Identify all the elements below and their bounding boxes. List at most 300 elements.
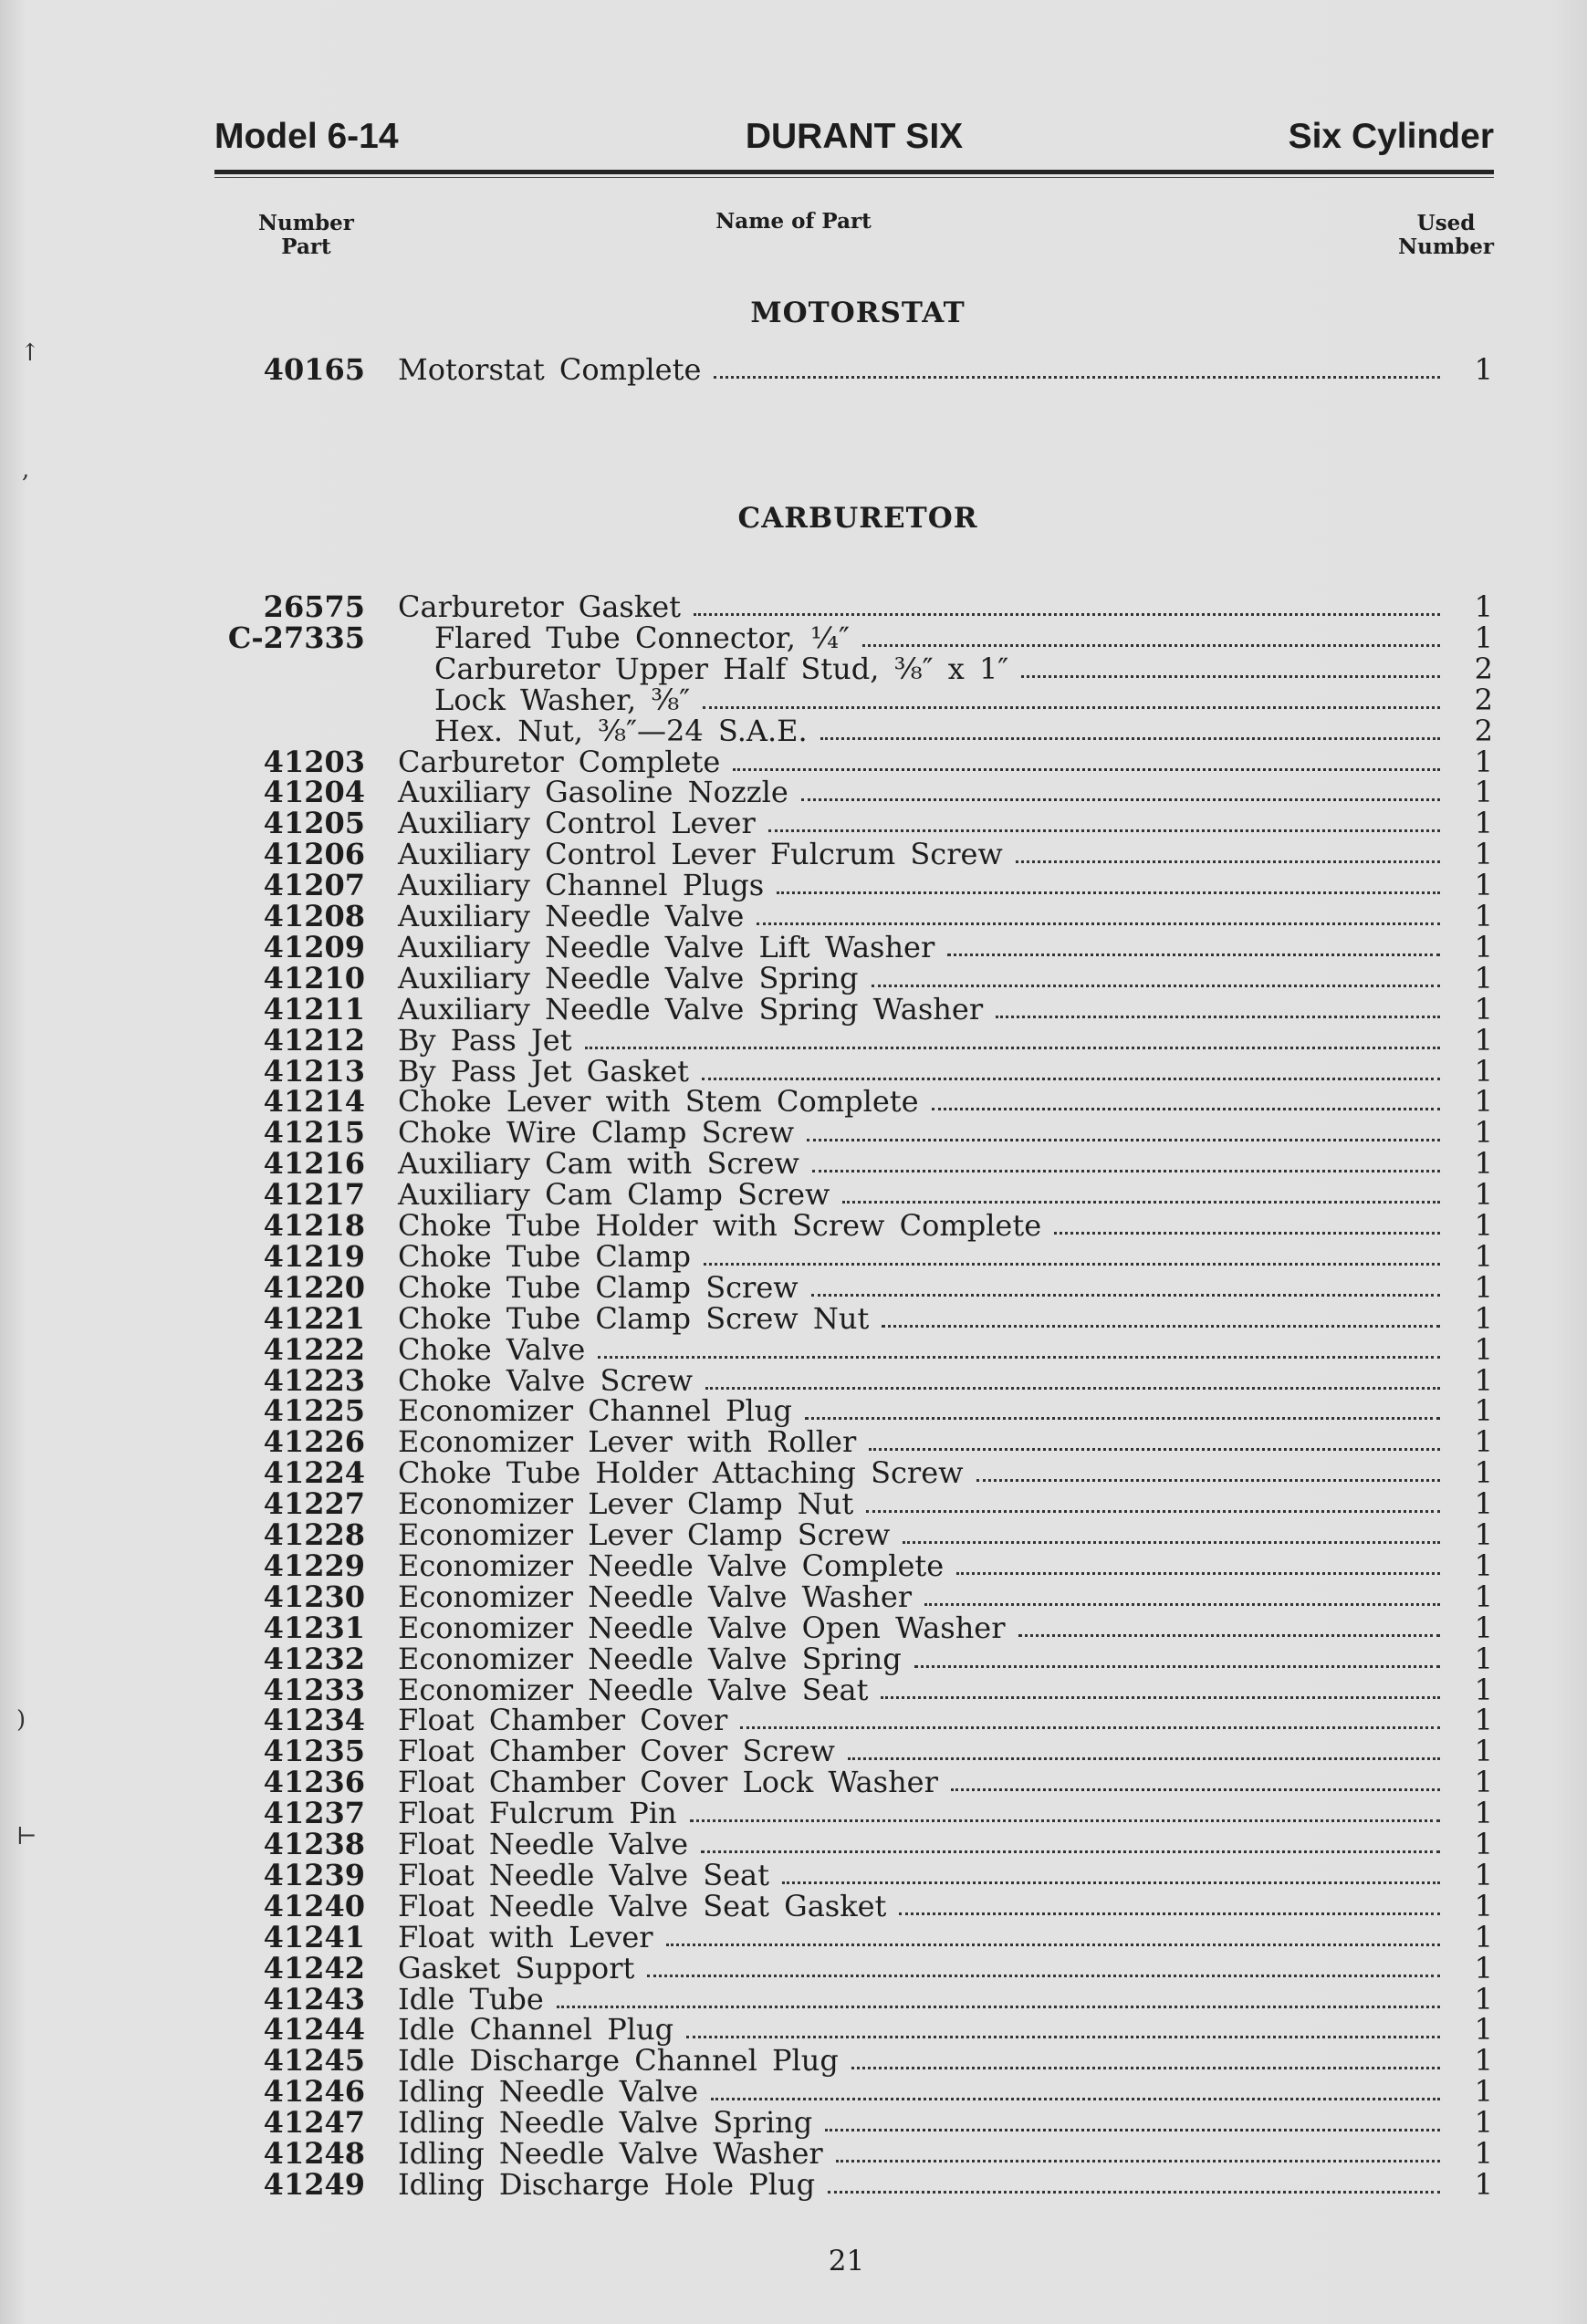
model-label: Model 6-14 [214,117,399,156]
part-name: Float with Lever [398,1919,653,1954]
dot-leader [690,1798,1440,1822]
dot-leader [1021,653,1440,678]
part-description [398,1455,1446,1491]
part-number: 41240 [263,1888,365,1923]
used-quantity: 1 [1474,1053,1493,1089]
part-description [398,1674,1446,1705]
part-row [0,591,1587,622]
used-quantity: 1 [1474,1208,1493,1243]
part-description [398,591,1446,622]
column-header-name: Name of Part [715,209,872,234]
dot-leader [714,354,1440,379]
dot-leader [1018,1612,1440,1637]
part-number: 41223 [263,1362,365,1398]
dot-leader [924,1581,1440,1606]
part-name: Choke Lever with Stem Complete [398,1084,919,1120]
part-row [0,1766,1587,1798]
used-quantity: 1 [1474,1734,1493,1769]
part-number: 41213 [263,1053,365,1089]
margin-mark: ⊢ [16,1823,37,1850]
used-quantity: 1 [1474,1424,1493,1460]
part-description [398,1362,1446,1398]
used-quantity: 1 [1474,1950,1493,1985]
used-quantity: 1 [1474,1393,1493,1429]
part-description [398,1798,1446,1829]
part-row [0,2105,1587,2141]
part-name: Float Chamber Cover Screw [398,1734,835,1769]
used-quantity: 1 [1474,1827,1493,1861]
used-quantity: 1 [1474,1888,1493,1923]
part-description [398,2166,1446,2202]
part-number: 41217 [263,1177,365,1213]
used-quantity: 1 [1474,2012,1493,2048]
part-description [398,354,1446,385]
part-description [398,1053,1446,1089]
part-number: 41230 [263,1579,365,1614]
part-row [0,870,1587,901]
dot-leader [812,1148,1440,1172]
used-quantity: 1 [1474,1579,1493,1614]
part-number: 41238 [263,1827,365,1861]
part-description [398,1643,1446,1674]
part-row [0,1393,1587,1429]
section-heading: MOTORSTAT [750,297,966,329]
dot-leader [848,1735,1440,1760]
header-rule [214,170,1494,174]
part-description [434,622,1446,653]
used-quantity: 1 [1474,1857,1493,1892]
page-title: DURANT SIX [745,117,964,156]
part-name: Carburetor Gasket [398,589,682,624]
dot-leader [1016,839,1440,863]
column-header-text: Used [1416,211,1476,235]
part-row [0,991,1587,1027]
part-row [0,1269,1587,1305]
dot-leader [704,1241,1440,1266]
part-name: Idling Needle Valve Washer [398,2136,823,2171]
part-description [398,1146,1446,1182]
dot-leader [557,1984,1440,2008]
part-number: 26575 [263,589,365,624]
dot-leader [914,1643,1440,1668]
part-name: Auxiliary Control Lever Fulcrum Screw [398,837,1003,872]
part-name: Idling Needle Valve Spring [398,2105,813,2141]
part-description [398,1269,1446,1305]
part-name: Economizer Needle Valve Washer [398,1579,913,1614]
used-quantity: 1 [1474,2105,1493,2141]
part-name: Idling Needle Valve [398,2074,699,2110]
part-description [398,1238,1446,1274]
part-description [398,2138,1446,2169]
used-quantity: 1 [1474,2136,1493,2171]
used-quantity: 1 [1474,1919,1493,1954]
part-row [0,808,1587,839]
dot-leader [1054,1210,1440,1235]
part-row [0,1829,1587,1860]
part-number: 41222 [263,1331,365,1367]
part-row [0,684,1587,715]
part-row [0,1362,1587,1398]
dot-leader [740,1704,1440,1729]
part-number: 41228 [263,1517,365,1552]
part-number: 41232 [263,1641,365,1676]
part-row [0,1981,1587,2017]
part-number: 41205 [263,806,365,841]
part-row [0,1146,1587,1182]
part-row [0,1022,1587,1058]
part-name: Choke Tube Holder Attaching Screw [398,1455,964,1491]
part-name: Choke Tube Holder with Screw Complete [398,1208,1042,1243]
part-description [398,1022,1446,1058]
part-name: Carburetor Upper Half Stud, ⅜″ x 1″ [434,651,1009,686]
part-number: 41229 [263,1548,365,1583]
part-row [0,1300,1587,1336]
part-description [398,1766,1446,1798]
used-quantity: 2 [1474,682,1493,717]
part-name: Idle Tube [398,1981,544,2017]
used-quantity: 1 [1474,1300,1493,1336]
part-name: Economizer Lever Clamp Nut [398,1486,854,1522]
dot-leader [932,1086,1440,1110]
dot-leader [947,932,1440,956]
dot-leader [866,1488,1440,1513]
part-name: Choke Tube Clamp Screw Nut [398,1300,870,1336]
dot-leader [701,1829,1440,1853]
part-number: 41210 [263,960,365,995]
part-row [0,2012,1587,2048]
dot-leader [825,2107,1440,2131]
part-row [0,929,1587,964]
part-row [0,776,1587,808]
used-quantity: 1 [1474,1981,1493,2017]
part-number: 41237 [263,1796,365,1831]
used-quantity: 1 [1474,1362,1493,1398]
dot-leader [842,1179,1440,1204]
part-description [398,808,1446,839]
part-number: 41216 [263,1146,365,1182]
used-quantity: 1 [1474,1517,1493,1552]
part-row [0,622,1587,653]
dot-leader [757,901,1440,925]
part-description [398,1210,1446,1241]
part-name: Choke Wire Clamp Screw [398,1115,795,1151]
part-number: 41243 [263,1981,365,2017]
part-name: Economizer Needle Valve Spring [398,1641,902,1676]
part-row [0,1734,1587,1769]
part-number: 41203 [263,744,365,779]
used-quantity: 2 [1474,651,1493,686]
part-name: Float Chamber Cover Lock Washer [398,1765,938,1800]
part-name: Economizer Lever with Roller [398,1424,857,1460]
part-name: Flared Tube Connector, ¼″ [434,620,850,655]
part-name: Carburetor Complete [398,744,721,779]
part-row [0,1424,1587,1460]
dot-leader [647,1953,1440,1977]
part-number: 41211 [263,991,365,1027]
part-description [398,1857,1446,1892]
part-number: 41209 [263,929,365,964]
used-quantity: 1 [1474,960,1493,995]
part-number: 41247 [263,2105,365,2141]
dot-leader [733,746,1440,771]
part-name: Choke Tube Clamp [398,1238,692,1274]
dot-leader [976,1457,1440,1482]
cylinder-label: Six Cylinder [1288,117,1494,156]
part-number: 41239 [263,1857,365,1892]
used-quantity: 1 [1474,1672,1493,1707]
part-name: Idle Discharge Channel Plug [398,2043,839,2079]
part-description [398,2043,1446,2079]
dot-leader [702,1056,1440,1080]
part-description [398,1734,1446,1769]
dot-leader [694,591,1440,616]
dot-leader [882,1303,1440,1328]
part-number: 41221 [263,1300,365,1336]
part-row [0,715,1587,746]
dot-leader [899,1891,1440,1915]
part-name: Float Needle Valve Seat Gasket [398,1888,887,1923]
used-quantity: 1 [1474,1796,1493,1831]
part-description [398,901,1446,932]
part-number: 41235 [263,1734,365,1769]
part-name: Auxiliary Needle Valve [398,899,745,933]
used-quantity: 1 [1474,589,1493,624]
part-number: 41245 [263,2043,365,2079]
part-number: 41242 [263,1950,365,1985]
part-number: 41215 [263,1115,365,1151]
dot-leader [881,1674,1440,1699]
part-row [0,901,1587,932]
dot-leader [872,963,1441,987]
part-number: 41206 [263,837,365,872]
part-row [0,1703,1587,1738]
part-description [398,1393,1446,1429]
part-number: 41248 [263,2136,365,2171]
header-rule-thin [214,177,1494,178]
part-row [0,1857,1587,1892]
part-row [0,1674,1587,1705]
part-number: 41207 [263,868,365,903]
part-description [398,1981,1446,2017]
dot-leader [598,1334,1440,1359]
used-quantity: 1 [1474,1238,1493,1274]
part-row [0,354,1587,385]
part-number: C-27335 [227,620,365,655]
dot-leader [862,622,1440,647]
part-number: 41241 [263,1919,365,1954]
part-name: Auxiliary Needle Valve Lift Washer [398,929,935,964]
part-name: Economizer Channel Plug [398,1393,792,1429]
part-description [398,1486,1446,1522]
part-number: 41227 [263,1486,365,1522]
part-description [398,1115,1446,1151]
part-row [0,1331,1587,1367]
part-description [398,1331,1446,1367]
used-quantity: 2 [1474,713,1493,748]
part-name: Motorstat Complete [398,352,702,387]
part-row [0,1950,1587,1985]
used-quantity: 1 [1474,1548,1493,1583]
part-description [434,653,1446,684]
part-name: Auxiliary Cam with Screw [398,1146,799,1182]
part-number: 41212 [263,1022,365,1058]
column-header-used [1398,212,1494,259]
part-number: 41219 [263,1238,365,1274]
used-quantity: 1 [1474,1269,1493,1305]
part-description [398,1829,1446,1860]
part-description [398,1550,1446,1581]
part-name: Hex. Nut, ⅜″—24 S.A.E. [434,713,808,748]
used-quantity: 1 [1474,837,1493,872]
part-description [398,1177,1446,1213]
part-description [398,1424,1446,1460]
part-row [0,1581,1587,1612]
part-number: 41246 [263,2074,365,2110]
dot-leader [903,1519,1440,1544]
dot-leader [777,870,1440,894]
part-description [398,1612,1446,1643]
part-row [0,1210,1587,1241]
dot-leader [836,2138,1440,2162]
page-number: 21 [828,2245,865,2277]
part-number: 41233 [263,1672,365,1707]
dot-leader [851,2045,1440,2069]
used-quantity: 1 [1474,1486,1493,1522]
part-name: Idle Channel Plug [398,2012,674,2048]
column-header-text: Number [258,211,354,235]
used-quantity: 1 [1474,806,1493,841]
part-description [398,870,1446,901]
part-row [0,746,1587,777]
section-heading: CARBURETOR [737,502,978,535]
part-description [398,960,1446,995]
used-quantity: 1 [1474,1703,1493,1738]
part-number: 41214 [263,1084,365,1120]
part-name: Choke Valve [398,1331,586,1367]
part-name: Economizer Needle Valve Complete [398,1548,945,1583]
part-number: 41226 [263,1424,365,1460]
used-quantity: 1 [1474,744,1493,779]
part-description [398,1919,1446,1954]
part-row [0,1486,1587,1522]
part-row [0,1455,1587,1491]
part-name: Float Needle Valve [398,1827,689,1861]
used-quantity: 1 [1474,1115,1493,1151]
dot-leader [820,715,1440,740]
part-row [0,1238,1587,1274]
part-row [0,1177,1587,1213]
dot-leader [869,1426,1440,1451]
part-name: Choke Valve Screw [398,1362,693,1398]
part-row [0,1643,1587,1674]
part-name: Auxiliary Cam Clamp Screw [398,1177,830,1213]
part-name: Float Needle Valve Seat [398,1857,769,1892]
used-quantity: 1 [1474,2043,1493,2079]
part-description [398,1084,1446,1120]
part-description [398,1703,1446,1738]
part-row [0,1888,1587,1923]
used-quantity: 1 [1474,775,1493,810]
used-quantity: 1 [1474,1641,1493,1676]
used-quantity: 1 [1474,2166,1493,2202]
part-name: Auxiliary Control Lever [398,806,756,841]
part-name: Idling Discharge Hole Plug [398,2166,816,2202]
used-quantity: 1 [1474,899,1493,933]
part-number: 41218 [263,1208,365,1243]
part-number: 41236 [263,1765,365,1800]
column-header-text: Part [281,234,331,259]
part-row [0,2043,1587,2079]
part-row [0,1612,1587,1643]
part-number: 41234 [263,1703,365,1738]
margin-mark: ) [16,1706,26,1734]
dot-leader [828,2169,1440,2194]
part-name: By Pass Jet Gasket [398,1053,689,1089]
dot-leader [996,994,1440,1018]
dot-leader [805,1395,1440,1420]
dot-leader [956,1550,1440,1575]
part-name: Auxiliary Needle Valve Spring Washer [398,991,984,1027]
used-quantity: 1 [1474,1331,1493,1367]
part-description [398,2105,1446,2141]
used-quantity: 1 [1474,1146,1493,1182]
part-name: Gasket Support [398,1950,635,1985]
part-description [398,991,1446,1027]
dot-leader [666,1922,1440,1946]
page-header [214,117,1494,162]
part-name: Choke Tube Clamp Screw [398,1269,799,1305]
part-name: By Pass Jet [398,1022,572,1058]
part-description [398,2074,1446,2110]
used-quantity: 1 [1474,1022,1493,1058]
part-description [434,715,1446,746]
part-row [0,2074,1587,2110]
part-number: 41249 [263,2166,365,2202]
used-quantity: 1 [1474,868,1493,903]
used-quantity: 1 [1474,1177,1493,1213]
used-quantity: 1 [1474,1610,1493,1645]
part-description [434,684,1446,715]
part-description [398,1581,1446,1612]
part-row [0,1084,1587,1120]
part-row [0,1519,1587,1550]
part-description [398,929,1446,964]
dot-leader [782,1860,1440,1884]
part-row [0,960,1587,995]
part-description [398,839,1446,870]
part-row [0,2166,1587,2202]
used-quantity: 1 [1474,2074,1493,2110]
part-row [0,2138,1587,2169]
dot-leader [585,1025,1440,1049]
used-quantity: 1 [1474,352,1493,387]
dot-leader [801,776,1440,801]
part-name: Float Chamber Cover [398,1703,728,1738]
used-quantity: 1 [1474,1084,1493,1120]
part-description [398,1950,1446,1985]
part-description [398,776,1446,808]
dot-leader [807,1117,1440,1141]
part-row [0,1919,1587,1954]
dot-leader [711,2076,1440,2100]
used-quantity: 1 [1474,620,1493,655]
dot-leader [705,1365,1440,1390]
dot-leader [811,1272,1440,1297]
part-number: 41225 [263,1393,365,1429]
part-number: 40165 [263,352,365,387]
part-row [0,1798,1587,1829]
part-number: 41220 [263,1269,365,1305]
